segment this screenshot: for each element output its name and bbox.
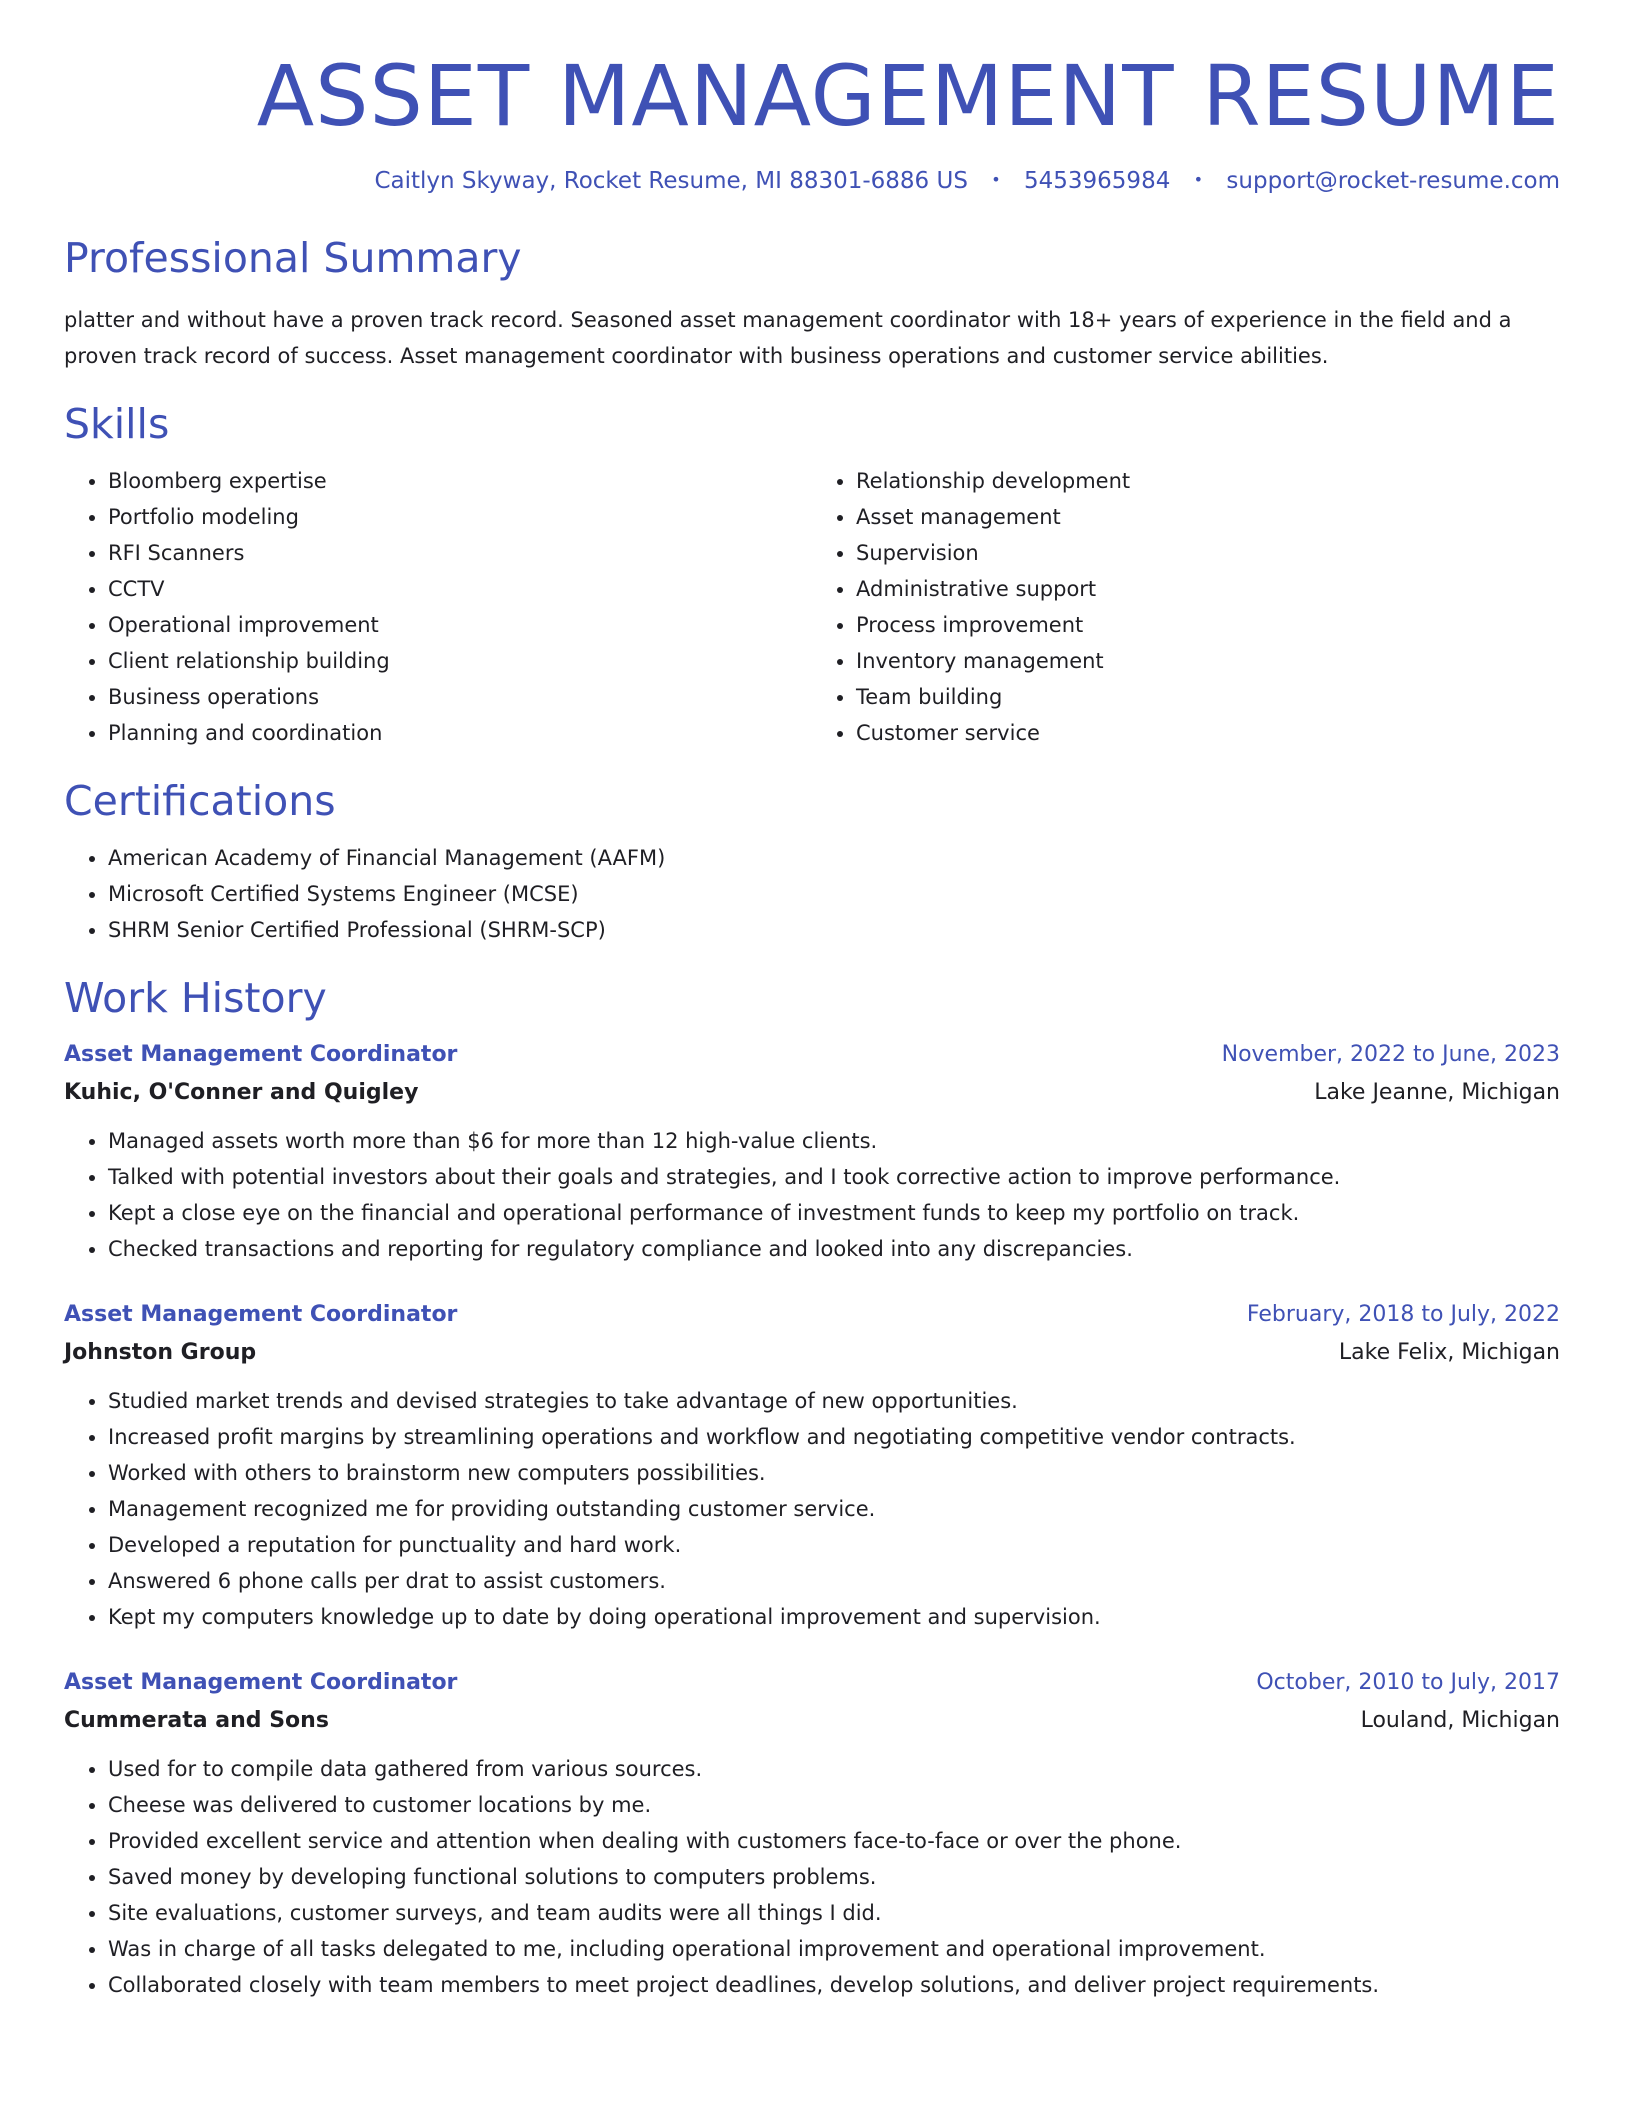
job-bullets [64,1383,1560,1635]
job-bullets [64,1123,1560,1267]
contact-line [64,168,1560,194]
work-history-heading: Work History [64,973,327,1022]
resume-page [64,0,1560,2003]
contact-separator: • [1193,170,1204,190]
job-company: Kuhic, O'Conner and Quigley [64,1080,419,1106]
skill-item: • Business operations [108,679,812,715]
job-bullet: • Collaborated closely with team members to meet project deadlines, develop solutions, and deliver project requirements. [108,1967,1560,2003]
resume-title: ASSET MANAGEMENT RESUME [256,47,1560,145]
job-dates: February, 2018 to July, 2022 [1246,1302,1560,1328]
skills-heading: Skills [64,399,170,448]
job-bullet: • Increased profit margins by streamlining operations and workflow and negotiating competitive vendor contracts. [108,1419,1560,1455]
skill-item: • Operational improvement [108,607,812,643]
summary-heading: Professional Summary [64,234,522,283]
skill-item: • Asset management [856,499,1560,535]
skill-item: • Inventory management [856,643,1560,679]
contact-separator: • [991,170,1001,190]
summary-text: platter and without have a proven track record. Seasoned asset management coordinator with 18+ years of experience in the field and a proven track record of success. Asset management coordinator with business operations and customer service abilities. [64,307,1512,368]
contact-phone: 5453965984 [1024,168,1171,195]
job-company: Johnston Group [64,1340,257,1366]
job-bullet: • Was in charge of all tasks delegated to me, including operational improvement and operational improvement. [108,1931,1560,1967]
job-bullet: • Provided excellent service and attention when dealing with customers face-to-face or over the phone. [108,1823,1560,1859]
skill-item: • CCTV [108,571,812,607]
job-title: Asset Management Coordinator [64,1670,458,1696]
skills-column-left [64,463,812,751]
job-title: Asset Management Coordinator [64,1042,458,1068]
job-title: Asset Management Coordinator [64,1302,458,1328]
skill-item: • Portfolio modeling [108,499,812,535]
job-dates: October, 2010 to July, 2017 [1256,1670,1560,1696]
job-bullet: • Worked with others to brainstorm new computers possibilities. [108,1455,1560,1491]
certification-item: • Microsoft Certified Systems Engineer (MCSE) [108,876,1560,912]
job-bullet: • Saved money by developing functional solutions to computers problems. [108,1859,1560,1895]
job-bullet: • Developed a reputation for punctuality and hard work. [108,1527,1560,1563]
job-bullet: • Cheese was delivered to customer locations by me. [108,1787,1560,1823]
contact-email: support@rocket-resume.com [1226,168,1560,195]
skill-item: • Supervision [856,535,1560,571]
skills-list [64,463,1560,751]
skills-column-right [812,463,1560,751]
job-bullet: • Site evaluations, customer surveys, and team audits were all things I did. [108,1895,1560,1931]
job-bullet: • Kept a close eye on the financial and operational performance of investment funds to keep my portfolio on track. [108,1195,1560,1231]
certification-item: • American Academy of Financial Management (AAFM) [108,840,1560,876]
job-bullet: • Talked with potential investors about their goals and strategies, and I took corrective action to improve performance. [108,1159,1560,1195]
skill-item: • Bloomberg expertise [108,463,812,499]
contact-address: Caitlyn Skyway, Rocket Resume, MI 88301-6886 US [374,168,968,195]
skill-item: • Process improvement [856,607,1560,643]
skill-item: • RFI Scanners [108,535,812,571]
job-company: Cummerata and Sons [64,1708,329,1734]
skill-item: • Relationship development [856,463,1560,499]
skill-item: • Customer service [856,715,1560,751]
skill-item: • Planning and coordination [108,715,812,751]
job-bullet: • Management recognized me for providing outstanding customer service. [108,1491,1560,1527]
job-bullet: • Used for to compile data gathered from various sources. [108,1751,1560,1787]
job-dates: November, 2022 to June, 2023 [1221,1042,1560,1068]
job-bullet: • Studied market trends and devised strategies to take advantage of new opportunities. [108,1383,1560,1419]
job-location: Louland, Michigan [1360,1708,1560,1734]
skill-item: • Client relationship building [108,643,812,679]
certification-item: • SHRM Senior Certified Professional (SHRM-SCP) [108,912,1560,948]
certifications-heading: Certifications [64,776,336,825]
job-entry [64,1665,1560,2003]
skill-item: • Team building [856,679,1560,715]
job-bullets [64,1751,1560,2003]
job-location: Lake Felix, Michigan [1338,1340,1560,1366]
job-bullet: • Kept my computers knowledge up to date by doing operational improvement and supervision. [108,1599,1560,1635]
job-entry [64,1037,1560,1267]
job-entry [64,1297,1560,1635]
job-bullet: • Managed assets worth more than $6 for more than 12 high-value clients. [108,1123,1560,1159]
job-bullet: • Checked transactions and reporting for regulatory compliance and looked into any discrepancies. [108,1231,1560,1267]
skill-item: • Administrative support [856,571,1560,607]
certifications-list [64,840,1560,948]
job-bullet: • Answered 6 phone calls per drat to assist customers. [108,1563,1560,1599]
job-location: Lake Jeanne, Michigan [1314,1080,1560,1106]
